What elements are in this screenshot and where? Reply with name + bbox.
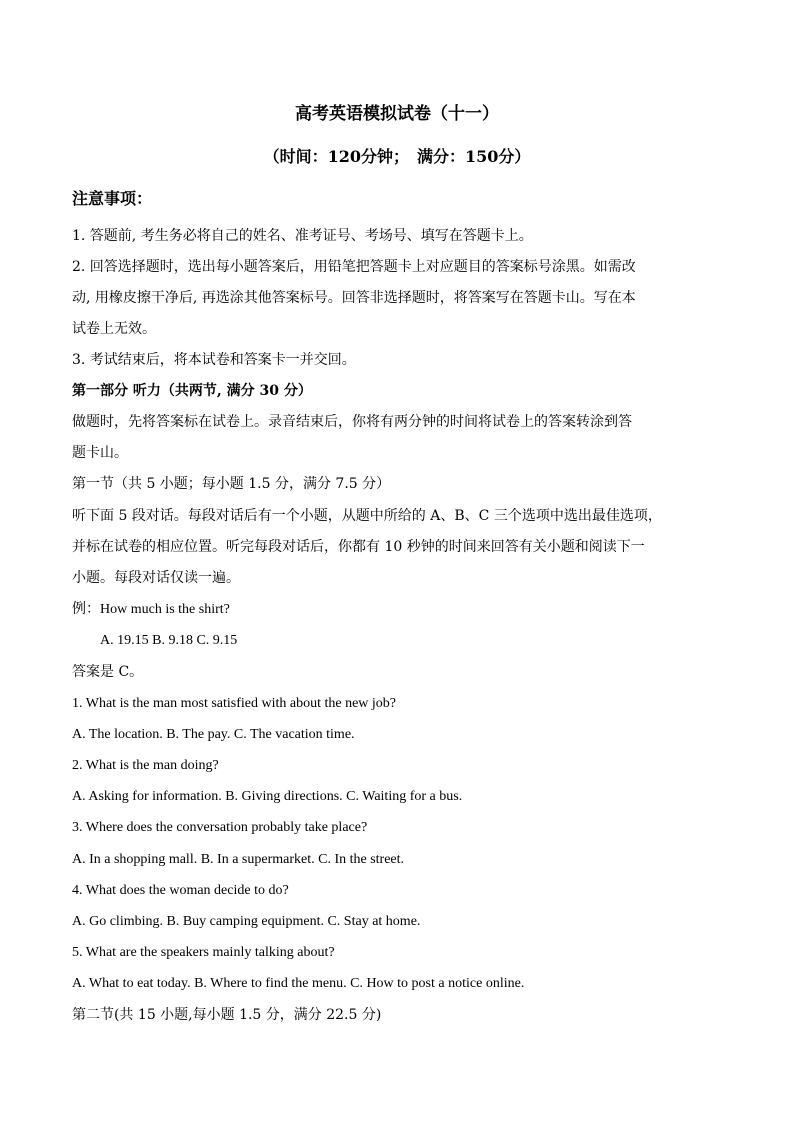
question-5-options: A. What to eat today. B. Where to find the menu. C. How to post a notice online. [72, 976, 525, 991]
section2-heading: 第二节(共 15 小题,每小题 1.5 分，满分 22.5 分) [72, 1007, 382, 1023]
part1-instruction: 做题时，先将答案标在试卷上。录音结束后，你将有两分钟的时间将试卷上的答案转涂到答 [72, 414, 632, 430]
notice-item: 3. 考试结束后，将本试卷和答案卡一并交回。 [72, 352, 356, 368]
question-4-options: A. Go climbing. B. Buy camping equipment. C. Stay at home. [72, 914, 421, 929]
question-2-options: A. Asking for information. B. Giving directions. C. Waiting for a bus. [72, 789, 463, 804]
notice-heading: 注意事项： [72, 189, 153, 208]
exam-title: 高考英语模拟试卷（十一） [295, 104, 499, 124]
notice-item: 1. 答题前, 考生务必将自己的姓名、准考证号、考场号、填写在答题卡上。 [72, 228, 533, 244]
question-3-options: A. In a shopping mall. B. In a supermarket. C. In the street. [72, 852, 405, 867]
question-1: 1. What is the man most satisfied with about the new job? [72, 696, 397, 711]
example-answer: 答案是 C。 [72, 664, 144, 680]
question-2: 2. What is the man doing? [72, 758, 219, 773]
question-5: 5. What are the speakers mainly talking about? [72, 945, 335, 960]
part1-instruction: 题卡山。 [72, 445, 128, 461]
section1-heading: 第一节（共 5 小题；每小题 1.5 分，满分 7.5 分） [72, 476, 391, 492]
section1-instruction: 小题。每段对话仅读一遍。 [72, 570, 240, 586]
notice-item: 动, 用橡皮擦干净后, 再选涂其他答案标号。回答非选择题时，将答案写在答题卡山。写在本 [72, 290, 636, 306]
section1-instruction: 并标在试卷的相应位置。听完每段对话后，你都有 10 秒钟的时间来回答有关小题和阅读下一 [72, 539, 645, 555]
question-3: 3. Where does the conversation probably take place? [72, 820, 368, 835]
example-question: 例：How much is the shirt? [72, 602, 230, 617]
notice-item: 试卷上无效。 [72, 321, 156, 337]
question-1-options: A. The location. B. The pay. C. The vacation time. [72, 727, 355, 742]
part1-heading: 第一部分 听力（共两节, 满分 30 分） [72, 383, 312, 399]
exam-subtitle: （时间：120分钟； 满分：150分） [263, 147, 531, 166]
notice-item: 2. 回答选择题时，选出每小题答案后，用铅笔把答题卡上对应题目的答案标号涂黑。如需改 [72, 259, 636, 275]
question-4: 4. What does the woman decide to do? [72, 883, 289, 898]
section1-instruction: 听下面 5 段对话。每段对话后有一个小题，从题中所给的 A、B、C 三个选项中选出最佳选项， [72, 508, 662, 524]
example-options: A. 19.15 B. 9.18 C. 9.15 [100, 633, 238, 648]
